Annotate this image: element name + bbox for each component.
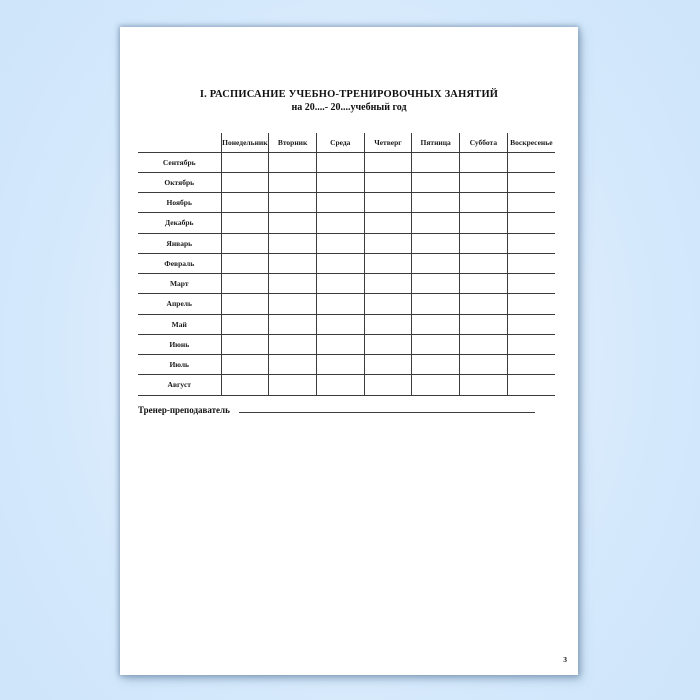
schedule-cell — [507, 314, 555, 334]
schedule-cell — [460, 233, 508, 253]
table-row — [138, 193, 555, 213]
schedule-cell — [507, 294, 555, 314]
schedule-cell — [412, 172, 460, 192]
schedule-cell — [316, 294, 364, 314]
schedule-cell — [269, 152, 317, 172]
schedule-cell — [364, 152, 412, 172]
schedule-cell — [316, 193, 364, 213]
schedule-cell — [364, 274, 412, 294]
schedule-cell — [507, 274, 555, 294]
schedule-cell — [221, 172, 269, 192]
schedule-cell — [460, 294, 508, 314]
schedule-cell — [460, 213, 508, 233]
table-row — [138, 213, 555, 233]
schedule-cell — [221, 253, 269, 273]
schedule-cell — [412, 334, 460, 354]
schedule-cell — [269, 314, 317, 334]
page-subtitle: на 20....- 20....учебный год — [291, 102, 407, 113]
month-label: Апрель — [166, 299, 192, 309]
schedule-cell — [316, 233, 364, 253]
month-label: Март — [169, 279, 189, 289]
schedule-cell — [507, 355, 555, 375]
schedule-cell — [269, 233, 317, 253]
schedule-cell — [221, 213, 269, 233]
schedule-cell — [460, 355, 508, 375]
schedule-cell — [460, 152, 508, 172]
schedule-cell — [412, 253, 460, 273]
month-label: Ноябрь — [166, 198, 192, 208]
schedule-cell — [221, 152, 269, 172]
day-header: Пятница — [412, 133, 460, 152]
schedule-cell — [364, 355, 412, 375]
schedule-cell — [269, 213, 317, 233]
schedule-cell — [507, 172, 555, 192]
document-page — [120, 27, 578, 675]
schedule-cell — [364, 193, 412, 213]
schedule-cell — [221, 375, 269, 395]
schedule-cell — [507, 233, 555, 253]
schedule-cell — [412, 274, 460, 294]
page-number: 3 — [563, 655, 567, 664]
day-header: Понедельник — [221, 133, 269, 152]
schedule-cell — [316, 355, 364, 375]
schedule-cell — [316, 314, 364, 334]
trainer-label: Тренер-преподаватель — [138, 405, 230, 415]
schedule-cell — [460, 253, 508, 273]
schedule-cell — [221, 233, 269, 253]
month-label: Январь — [166, 238, 193, 248]
schedule-cell — [507, 334, 555, 354]
schedule-cell — [364, 172, 412, 192]
table-row — [138, 253, 555, 273]
schedule-cell — [412, 314, 460, 334]
schedule-cell — [412, 355, 460, 375]
schedule-cell — [412, 375, 460, 395]
table-row — [138, 274, 555, 294]
corner-cell — [138, 133, 221, 152]
month-label: Сентябрь — [162, 157, 196, 167]
schedule-cell — [269, 294, 317, 314]
schedule-cell — [412, 193, 460, 213]
schedule-cell — [364, 314, 412, 334]
schedule-cell — [507, 213, 555, 233]
schedule-cell — [364, 334, 412, 354]
schedule-cell — [269, 274, 317, 294]
day-header: Суббота — [460, 133, 508, 152]
schedule-cell — [364, 294, 412, 314]
day-header: Четверг — [364, 133, 412, 152]
schedule-cell — [364, 213, 412, 233]
schedule-cell — [221, 274, 269, 294]
schedule-cell — [412, 213, 460, 233]
schedule-cell — [316, 253, 364, 273]
schedule-cell — [460, 193, 508, 213]
schedule-cell — [316, 334, 364, 354]
table-row — [138, 375, 555, 395]
table-row — [138, 294, 555, 314]
schedule-cell — [460, 375, 508, 395]
schedule-cell — [412, 152, 460, 172]
day-header: Вторник — [269, 133, 317, 152]
schedule-cell — [460, 314, 508, 334]
schedule-cell — [316, 172, 364, 192]
table-row — [138, 172, 555, 192]
page-title: I. РАСПИСАНИЕ УЧЕБНО-ТРЕНИРОВОЧНЫХ ЗАНЯТИЙ — [199, 89, 499, 100]
header-row — [138, 133, 555, 152]
schedule-cell — [269, 172, 317, 192]
schedule-table — [138, 133, 555, 396]
schedule-cell — [221, 294, 269, 314]
schedule-cell — [221, 193, 269, 213]
month-label: Июль — [169, 360, 190, 370]
month-label: Октябрь — [164, 177, 195, 187]
table-row — [138, 314, 555, 334]
table-row — [138, 355, 555, 375]
schedule-cell — [316, 213, 364, 233]
schedule-cell — [364, 233, 412, 253]
schedule-cell — [507, 152, 555, 172]
table-row — [138, 152, 555, 172]
schedule-cell — [507, 193, 555, 213]
schedule-cell — [221, 334, 269, 354]
schedule-cell — [221, 314, 269, 334]
month-label: Декабрь — [165, 218, 194, 228]
month-label: Июнь — [169, 339, 190, 349]
schedule-cell — [316, 152, 364, 172]
schedule-cell — [221, 355, 269, 375]
schedule-cell — [269, 253, 317, 273]
schedule-cell — [507, 253, 555, 273]
schedule-cell — [460, 172, 508, 192]
schedule-cell — [460, 274, 508, 294]
signature-line — [239, 402, 535, 413]
schedule-cell — [507, 375, 555, 395]
month-label: Февраль — [164, 258, 195, 268]
schedule-cell — [269, 355, 317, 375]
table-row — [138, 233, 555, 253]
day-header: Среда — [316, 133, 364, 152]
schedule-cell — [364, 253, 412, 273]
schedule-cell — [412, 294, 460, 314]
month-label: Август — [167, 380, 191, 390]
schedule-cell — [316, 274, 364, 294]
month-label: Май — [171, 319, 187, 329]
schedule-cell — [269, 334, 317, 354]
schedule-cell — [316, 375, 364, 395]
trainer-signature-row — [138, 402, 560, 415]
table-row — [138, 334, 555, 354]
schedule-cell — [460, 334, 508, 354]
schedule-cell — [364, 375, 412, 395]
schedule-cell — [269, 375, 317, 395]
schedule-cell — [269, 193, 317, 213]
day-header: Воскресенье — [507, 133, 555, 152]
schedule-cell — [412, 233, 460, 253]
